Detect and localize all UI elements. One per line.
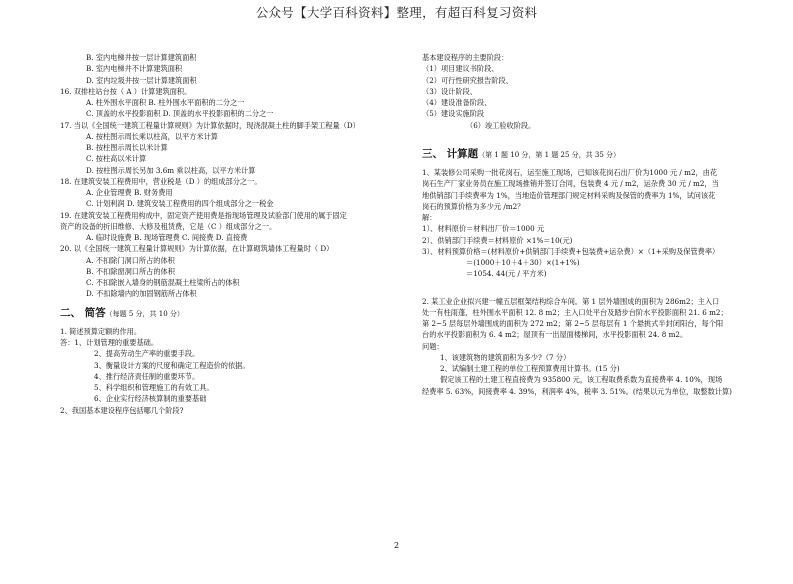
calc-2-line-3: 第 2~5 层每层外墙围成的面积为 272 m2；第 2~5 层每层有 1 个悬挑式半封闭阳台，每个阳: [422, 319, 724, 328]
calc-2-line-1: 2. 某工业企业拟兴建一幢五层框架结构综合车间。第 1 层外墙围成的面积为 286m2；主入口: [422, 296, 720, 306]
calc-1-line-4: 岗石的预算价格为多少元 /m2？: [422, 201, 525, 211]
q15-option-b2: B. 室内电梯井不计算建筑面积: [86, 64, 183, 74]
left-column: [60, 52, 385, 416]
q15-option-b1: B. 室内电梯井按一层计算建筑面积: [86, 53, 197, 62]
short-answer-1: 1. 简述预算定额的作用。: [60, 326, 142, 336]
sa1-point-4: 4、推行经济责任制的重要环节。: [94, 371, 200, 381]
section-3-title: 三、 计算题: [422, 147, 479, 160]
calc-2-question-label: 问题：: [422, 341, 444, 351]
q15-option-d: D. 室内垃圾井按一层计算建筑面积: [86, 75, 197, 85]
q20-option-d: D. 不扣除墙内的加固钢筋所占体积: [86, 289, 197, 299]
section-3-note: （第 1 题 10 分，第 1 题 25 分，共 35 分）: [478, 150, 621, 159]
calc-1-step-4: ＝(1000＋10＋4＋30）×(1+1%): [466, 258, 580, 267]
calc-2-extra-line-2: 经费率 5. 63%，间接费率 4. 39%，利润率 4%，税率 3. 51%。(结果以元为单位，取整数计算): [422, 386, 732, 396]
stage-2: （2）可行性研究报告阶段、: [422, 75, 513, 85]
q17-option-b: B. 按柱图示周长以米计算: [86, 143, 168, 152]
question-16: 16. 双排柱站台按（ A ）计算建筑面积。: [60, 86, 192, 96]
calc-1-step-1: 1）、材料原价＝材料出厂价＝1000 元: [422, 224, 545, 234]
question-19-line-1: 19. 在建筑安装工程费用构成中，固定资产使用费是指现场管理及试验部门使用的属于固定: [60, 210, 347, 220]
calc-2-question-1: 1、该建筑物的建筑面积为多少?（7 分）: [440, 352, 571, 362]
section-2-heading: [60, 308, 385, 320]
calc-1-solution-label: 解：: [422, 213, 437, 222]
calc-1-line-2: 岗石生产厂家业务员在施工现场推销并签订合同，包装费 4 元 / m2，运杂费 30 元 / m2，当: [422, 179, 719, 189]
question-19-line-2: 资产的设备的折旧维修、大修及租赁费，它是（C ）组成部分之一。: [60, 221, 277, 231]
section-3-heading: [422, 149, 752, 161]
stage-1: （1）项目建议书阶段、: [422, 64, 499, 74]
sa1-point-6: 6、企业实行经济核算制的重要基础: [94, 394, 207, 404]
calc-1-step-5: ＝1054. 44(元 / 平方米): [466, 269, 547, 279]
calc-1-step-2: 2）、供销部门手续费＝材料原价 ×1%＝10(元): [422, 235, 573, 245]
q19-options: A. 临时设施费 B. 现场管理费 C. 间接费 D. 直接费: [86, 233, 248, 242]
calc-2-question-2: 2、试编制土建工程的单位工程预算费用计算书。(15 分): [440, 364, 620, 373]
q18-option-ab: A. 企业管理费 B. 财务费用: [86, 188, 173, 197]
q16-option-cd: C. 顶盖的水平投影面积 D. 顶盖的水平投影面积的二分之一: [86, 109, 274, 119]
calc-2-extra-line-1: 假定该工程的土建工程直接费为 935800 元，该工程取费系数为直接费率 4. 10%，现场: [440, 375, 723, 385]
calc-1-step-3: 3）、材料预算价格＝(材料原价+供销部门手续费+包装费+运杂费）×（1+采购及保管费率）: [422, 246, 720, 256]
page-number: 2: [393, 541, 400, 550]
question-18: 18. 在建筑安装工程费用中，营业税是（D ）的组成部分之一。: [60, 176, 262, 186]
stage-3: （3）设计阶段、: [422, 86, 477, 96]
q16-option-ab: A. 柱外围水平面积 B. 柱外围水平面积的二分之一: [86, 98, 245, 107]
calc-2-line-4: 台的水平投影面积为 6. 4 m2；屋顶有一出屋面楼梯间，水平投影面积 24. 8 m2。: [422, 330, 688, 340]
calc-1-line-1: 1、某装修公司采购一批花岗石，运至施工现场，已知该花岗石出厂价为1000 元 / m2，由花: [422, 168, 718, 177]
calc-1-line-3: 地供销部门手续费率为 1%，当地造价管理部门规定材料采购及保管的费率为 1%，试问该花: [422, 190, 716, 200]
section-2-note: （每题 5 分，共 10 分）: [105, 309, 184, 318]
sa1-point-3: 3、衡量设计方案的尺度和确定工程造价的依据。: [94, 360, 250, 370]
sa1-point-2: 2、提高劳动生产率的重要手段。: [94, 349, 200, 359]
calc-2-line-2: 处一有柱雨蓬，柱外围水平面积 12. 8 m2；主入口处平台及踏步台阶水平投影面积 21. 6 m2；: [422, 307, 728, 317]
question-20: 20. 以《全国统一建筑工程量计算规则》为计算依据，在计算砌筑墙体工程量时（ D）: [60, 244, 334, 254]
q17-option-c: C. 按柱高以米计算: [86, 154, 147, 164]
q18-option-cd: C. 计划利润 D. 建筑安装工程费用的四个组成部分之一税金: [86, 199, 274, 209]
short-answer-1-answer: 答：1、计划管理的重要基础。: [60, 338, 159, 347]
q17-option-a: A. 按柱图示周长乘以柱高，以平方米计算: [86, 131, 218, 141]
short-answer-2: 2、我国基本建设程序包括哪几个阶段?: [60, 405, 184, 415]
stage-5: （5）建设实施阶段: [422, 109, 485, 119]
q20-option-c: C. 不扣除嵌入墙身的钢筋混凝土柱梁所占的体积: [86, 278, 240, 287]
question-17: 17. 当以《全国统一建筑工程量计算规则》为计算依据时，现浇混凝土柱的脚手架工程量（D）: [60, 120, 360, 130]
q20-option-a: A. 不扣除门洞口所占的体积: [86, 255, 175, 265]
stage-4: （4）建设准备阶段、: [422, 98, 492, 107]
right-column: [422, 52, 752, 397]
stages-intro: 基本建设程序的主要阶段：: [422, 53, 509, 62]
stage-6: （6）竣工验收阶段。: [466, 120, 536, 130]
section-2-title: 二、 简答: [60, 306, 106, 319]
q17-option-d: D. 按柱图示周长另加 3.6m 乘以柱高，以平方米计算: [86, 165, 256, 175]
sa1-point-5: 5、科学组织和管理施工的有效工具。: [94, 383, 214, 392]
page-header: 公众号【大学百科资料】整理，有超百科复习资料: [255, 5, 538, 20]
q20-option-b: B. 不扣除窗洞口所占的体积: [86, 266, 175, 276]
